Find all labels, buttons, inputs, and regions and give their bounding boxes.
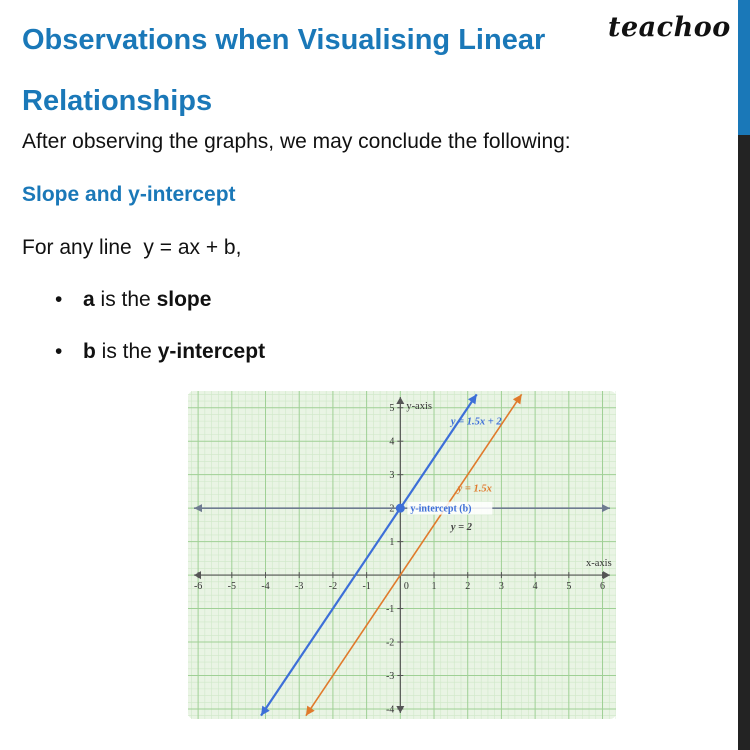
bullet-intercept [55, 340, 265, 364]
bullet-dot: • [55, 288, 63, 311]
y-tick-label: 4 [389, 436, 395, 448]
bullet-meaning: y-intercept [157, 340, 266, 363]
page-title: Observations when Visualising Linear Relationships [22, 24, 546, 117]
y-intercept-label: y-intercept (b) [410, 503, 472, 515]
y-tick-label: 2 [389, 503, 395, 515]
y-tick-label: -4 [385, 704, 395, 716]
x-tick-label: -2 [328, 581, 338, 593]
x-tick-label: 1 [431, 581, 437, 593]
x-tick-label: -3 [295, 581, 304, 593]
y-intercept-point [396, 504, 405, 513]
subheading: Slope and y-intercept [22, 183, 236, 206]
y-axis-label: y-axis [406, 401, 432, 412]
x-tick-label: 3 [498, 581, 504, 593]
x-tick-label: -6 [193, 581, 203, 593]
bullet-connector: is the [95, 340, 158, 363]
x-tick-label: -4 [261, 581, 270, 593]
bullet-slope [55, 288, 211, 312]
bullet-term: a [83, 288, 95, 311]
y-tick-label: 3 [389, 470, 395, 482]
teachoo-logo: teachoo [608, 12, 731, 43]
line-definition: For any line y = ax + b, [22, 236, 242, 259]
y-tick-label: -2 [385, 637, 395, 649]
scrollbar[interactable] [738, 0, 750, 750]
x-tick-label: -1 [362, 581, 371, 593]
y-tick-label: -1 [385, 604, 395, 616]
bullet-connector: is the [94, 288, 157, 311]
y-tick-label: 5 [389, 403, 395, 415]
bullet-term: b [83, 340, 96, 363]
bullet-meaning: slope [156, 288, 212, 311]
x-tick-label: 6 [600, 581, 606, 593]
x-tick-label: 0 [403, 581, 409, 593]
series-label: y = 1.5x + 2 [450, 416, 502, 428]
chart-svg [188, 391, 616, 719]
x-tick-label: 2 [465, 581, 471, 593]
x-tick-label: -5 [227, 581, 236, 593]
scroll-thumb[interactable] [738, 0, 750, 135]
series-label: y = 1.5x [457, 483, 492, 495]
intro-text: After observing the graphs, we may conclude the following: [22, 130, 571, 153]
y-tick-label: -3 [385, 670, 395, 682]
y-tick-label: 1 [389, 537, 395, 549]
linear-graph [188, 391, 616, 719]
x-axis-label: x-axis [586, 558, 612, 570]
x-tick-label: 5 [566, 581, 572, 593]
x-tick-label: 4 [532, 581, 538, 593]
bullet-dot: • [55, 340, 63, 363]
series-label: y = 2 [450, 521, 473, 533]
